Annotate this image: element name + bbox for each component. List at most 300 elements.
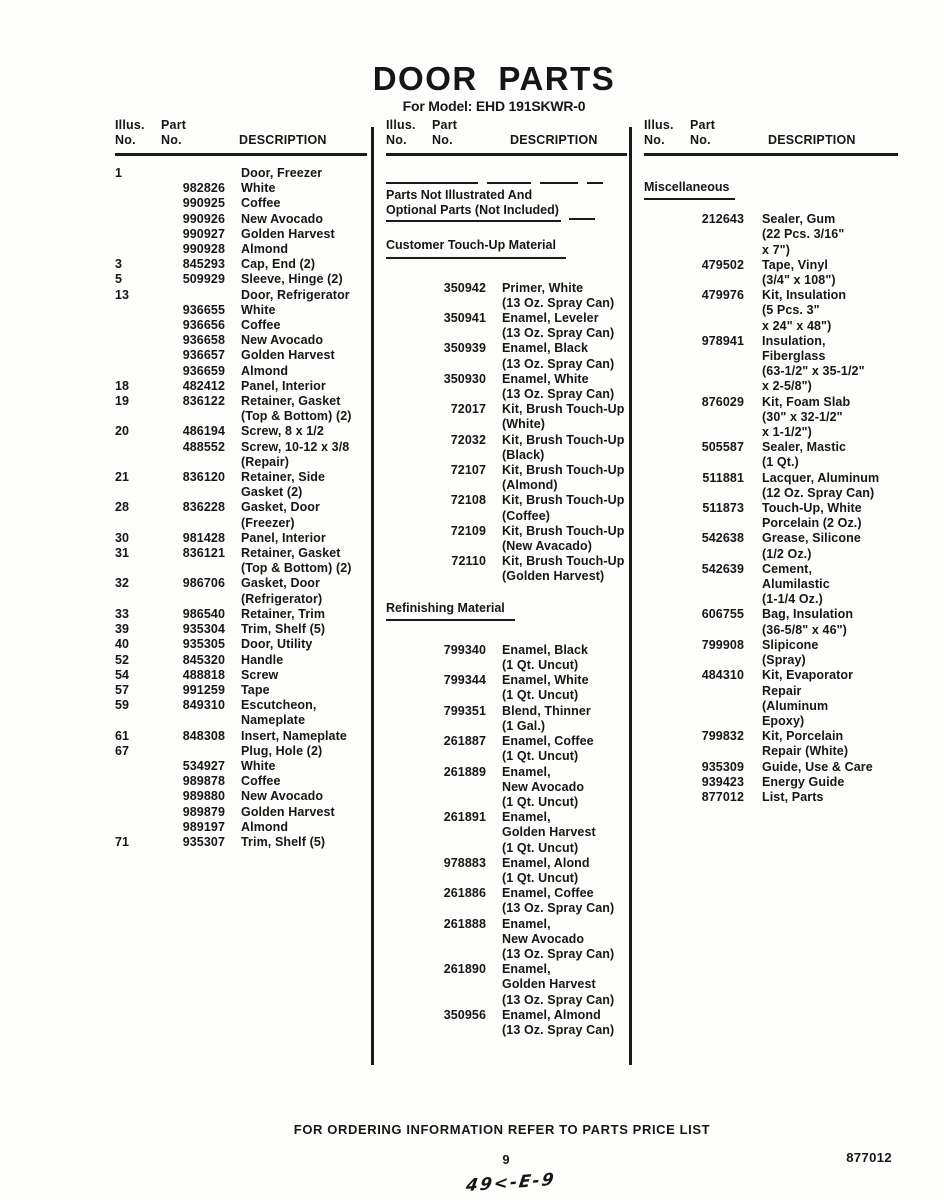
part-no-cell: 936656 bbox=[182, 318, 225, 333]
description-cell: Enamel, New Avocado (1 Qt. Uncut) bbox=[502, 764, 585, 809]
parts-row bbox=[115, 759, 367, 774]
parts-row bbox=[115, 257, 367, 272]
part-no-cell: 72109 bbox=[450, 523, 486, 538]
part-no-cell: 350956 bbox=[443, 1007, 486, 1022]
part-no-cell: 978883 bbox=[443, 855, 486, 870]
part-no-cell: 505587 bbox=[701, 440, 744, 455]
description-cell: Blend, Thinner (1 Gal.) bbox=[502, 703, 591, 733]
description-cell: Enamel, White (1 Qt. Uncut) bbox=[502, 673, 589, 703]
table-header bbox=[115, 118, 367, 156]
description-cell: New Avocado bbox=[241, 211, 324, 226]
illus-no-cell: 21 bbox=[115, 470, 130, 485]
illus-no-cell: 40 bbox=[115, 637, 130, 652]
parts-row bbox=[115, 181, 367, 196]
part-no-cell: 845320 bbox=[182, 652, 225, 667]
description-cell: Guide, Use & Care bbox=[762, 759, 873, 774]
parts-row bbox=[115, 789, 367, 804]
description-cell: Almond bbox=[241, 242, 289, 257]
parts-row bbox=[115, 576, 367, 606]
parts-row bbox=[386, 810, 627, 856]
description-cell: Slipicone (Spray) bbox=[762, 637, 819, 668]
model-number: EHD 191SKWR-0 bbox=[475, 98, 586, 114]
description-cell: Enamel, Coffee (1 Qt. Uncut) bbox=[502, 734, 594, 764]
description-cell: Kit, Brush Touch-Up (White) bbox=[502, 402, 625, 432]
parts-row bbox=[115, 805, 367, 820]
parts-row bbox=[644, 471, 898, 501]
illus-no-cell: 13 bbox=[115, 287, 130, 302]
parts-row bbox=[115, 379, 367, 394]
description-cell: Panel, Interior bbox=[241, 378, 326, 393]
part-no-cell: 935304 bbox=[182, 622, 225, 637]
illus-no-cell: 1 bbox=[115, 166, 123, 180]
parts-row bbox=[644, 395, 898, 441]
part-no-cell: 350942 bbox=[443, 280, 486, 295]
part-no-cell: 836121 bbox=[182, 546, 225, 561]
description-cell: Retainer, Gasket (Top & Bottom) (2) bbox=[241, 546, 352, 576]
parts-row bbox=[115, 364, 367, 379]
illus-no-cell: 59 bbox=[115, 698, 130, 713]
part-no-cell bbox=[151, 744, 225, 759]
parts-row bbox=[386, 917, 627, 963]
part-no-cell: 261888 bbox=[443, 916, 486, 931]
parts-row bbox=[115, 820, 367, 835]
description-cell: Enamel, White (13 Oz. Spray Can) bbox=[502, 371, 615, 402]
header-no: No. bbox=[690, 133, 711, 147]
parts-row bbox=[386, 886, 627, 916]
part-no-cell: 799340 bbox=[443, 642, 486, 657]
section-heading-refinishing: Refinishing Material bbox=[386, 601, 627, 621]
parts-row bbox=[644, 607, 898, 637]
part-no-cell: 350941 bbox=[443, 311, 486, 326]
illus-no-cell: 19 bbox=[115, 394, 130, 409]
parts-row bbox=[115, 333, 367, 348]
description-cell: Enamel, Almond (13 Oz. Spray Can) bbox=[502, 1007, 615, 1037]
document-number: 877012 bbox=[846, 1150, 892, 1165]
part-no-cell: 986706 bbox=[182, 576, 225, 591]
part-no-cell: 845293 bbox=[182, 257, 225, 272]
illus-no-cell bbox=[115, 348, 151, 363]
header-no: No. bbox=[644, 133, 665, 147]
description-cell: Primer, White (13 Oz. Spray Can) bbox=[502, 280, 615, 310]
description-cell: Trim, Shelf (5) bbox=[241, 834, 326, 849]
part-no-cell: 799908 bbox=[701, 637, 744, 652]
description-cell: Kit, Brush Touch-Up (Black) bbox=[502, 432, 625, 462]
parts-row bbox=[644, 668, 898, 729]
part-no-cell: 981428 bbox=[182, 530, 225, 545]
parts-row bbox=[644, 562, 898, 608]
parts-row bbox=[115, 288, 367, 303]
description-cell: Screw, 8 x 1/2 bbox=[241, 424, 324, 439]
parts-row bbox=[115, 212, 367, 227]
description-cell: Kit, Foam Slab (30" x 32-1/2" x 1-1/2") bbox=[762, 394, 851, 440]
parts-column-left bbox=[115, 118, 367, 850]
part-no-cell: 936655 bbox=[182, 302, 225, 317]
header-illus: Illus. bbox=[386, 118, 416, 132]
part-no-cell: 936657 bbox=[182, 348, 225, 363]
description-cell: Kit, Brush Touch-Up (Coffee) bbox=[502, 493, 625, 523]
model-subtitle bbox=[373, 98, 616, 114]
illus-no-cell: 57 bbox=[115, 682, 130, 697]
illus-no-cell bbox=[115, 364, 151, 379]
parts-rows bbox=[386, 281, 627, 585]
parts-row bbox=[644, 638, 898, 668]
description-cell: Gasket, Door (Freezer) bbox=[241, 500, 321, 530]
description-cell: Sealer, Mastic (1 Qt.) bbox=[762, 440, 847, 470]
description-cell: Energy Guide bbox=[762, 774, 845, 789]
column-divider bbox=[371, 127, 374, 1065]
illus-no-cell bbox=[115, 759, 151, 774]
parts-row bbox=[386, 962, 627, 1008]
part-no-cell bbox=[151, 166, 225, 181]
part-no-cell: 482412 bbox=[182, 378, 225, 393]
part-no-cell: 488552 bbox=[182, 439, 225, 454]
description-cell: Panel, Interior bbox=[241, 530, 326, 545]
description-cell: Tape, Vinyl (3/4" x 108") bbox=[762, 257, 836, 288]
description-cell: New Avocado bbox=[241, 333, 324, 348]
part-no-cell: 479976 bbox=[701, 288, 744, 303]
parts-row bbox=[115, 698, 367, 728]
dashed-rule bbox=[386, 182, 627, 184]
illus-no-cell bbox=[115, 196, 151, 211]
part-no-cell: 261890 bbox=[443, 962, 486, 977]
parts-row bbox=[644, 440, 898, 470]
description-cell: White bbox=[241, 758, 276, 773]
parts-rows bbox=[386, 643, 627, 1038]
parts-row bbox=[386, 1008, 627, 1038]
part-no-cell: 989879 bbox=[182, 804, 225, 819]
parts-row bbox=[115, 440, 367, 470]
header-illus: Illus. bbox=[115, 118, 145, 132]
part-no-cell: 534927 bbox=[182, 758, 225, 773]
part-no-cell: 511873 bbox=[702, 501, 744, 516]
description-cell: Cement, Alumilastic (1-1/4 Oz.) bbox=[762, 561, 830, 607]
header-rule bbox=[644, 153, 898, 156]
illus-no-cell bbox=[115, 333, 151, 348]
parts-row bbox=[386, 765, 627, 811]
parts-row bbox=[115, 318, 367, 333]
parts-row bbox=[115, 653, 367, 668]
illus-no-cell bbox=[115, 181, 151, 196]
parts-row bbox=[115, 668, 367, 683]
parts-row bbox=[115, 835, 367, 850]
description-cell: Insulation, Fiberglass (63-1/2" x 35-1/2" x 2-5/8") bbox=[762, 333, 865, 394]
description-cell: Handle bbox=[241, 652, 284, 667]
parts-row bbox=[386, 856, 627, 886]
illus-no-cell: 31 bbox=[115, 546, 130, 561]
parts-row bbox=[115, 637, 367, 652]
parts-row bbox=[115, 227, 367, 242]
illus-no-cell bbox=[115, 820, 151, 835]
section-heading-touch-up: Customer Touch-Up Material bbox=[386, 238, 627, 258]
description-cell: List, Parts bbox=[762, 789, 824, 804]
parts-row bbox=[386, 554, 627, 584]
parts-row bbox=[115, 242, 367, 257]
part-no-cell: 350930 bbox=[443, 371, 486, 386]
parts-row bbox=[386, 402, 627, 432]
description-cell: Door, Refrigerator bbox=[241, 287, 350, 302]
illus-no-cell: 28 bbox=[115, 500, 130, 515]
description-cell: Kit, Evaporator Repair (Aluminum Epoxy) bbox=[762, 668, 854, 728]
parts-row bbox=[644, 531, 898, 561]
part-no-cell: 72032 bbox=[450, 432, 486, 447]
parts-row bbox=[644, 258, 898, 288]
description-cell: Trim, Shelf (5) bbox=[241, 622, 326, 637]
description-cell: Plug, Hole (2) bbox=[241, 743, 323, 758]
illus-no-cell: 61 bbox=[115, 728, 130, 743]
part-no-cell: 836228 bbox=[182, 500, 225, 515]
description-cell: Screw, 10-12 x 3/8 (Repair) bbox=[241, 439, 350, 469]
description-cell: Enamel, Leveler (13 Oz. Spray Can) bbox=[502, 311, 615, 341]
ordering-note: FOR ORDERING INFORMATION REFER TO PARTS PRICE LIST bbox=[293, 1122, 711, 1137]
part-no-cell: 990928 bbox=[182, 242, 225, 257]
illus-no-cell bbox=[115, 227, 151, 242]
part-no-cell: 542639 bbox=[701, 561, 744, 576]
description-cell: Enamel, Golden Harvest (13 Oz. Spray Can) bbox=[502, 962, 615, 1007]
part-no-cell: 876029 bbox=[701, 394, 744, 409]
description-cell: Kit, Porcelain Repair (White) bbox=[762, 729, 849, 759]
description-cell: Tape bbox=[241, 682, 270, 697]
description-cell: Sealer, Gum (22 Pcs. 3/16" x 7") bbox=[762, 212, 845, 257]
header-no: No. bbox=[432, 133, 453, 147]
parts-row bbox=[115, 303, 367, 318]
header-part: Part bbox=[690, 118, 716, 132]
parts-row bbox=[386, 734, 627, 764]
illus-no-cell: 39 bbox=[115, 622, 130, 637]
parts-row bbox=[115, 774, 367, 789]
parts-column-middle bbox=[386, 118, 627, 1038]
part-no-cell: 935309 bbox=[701, 759, 744, 774]
description-cell: Retainer, Gasket (Top & Bottom) (2) bbox=[241, 394, 352, 424]
part-no-cell: 990927 bbox=[182, 226, 225, 241]
parts-row bbox=[386, 433, 627, 463]
part-no-cell: 836122 bbox=[182, 394, 225, 409]
part-no-cell: 836120 bbox=[182, 470, 225, 485]
part-no-cell: 989878 bbox=[182, 774, 225, 789]
illus-no-cell: 54 bbox=[115, 667, 130, 682]
part-no-cell: 484310 bbox=[701, 668, 744, 683]
part-no-cell: 511881 bbox=[702, 470, 744, 485]
header-rule bbox=[386, 153, 627, 156]
part-no-cell: 936658 bbox=[182, 333, 225, 348]
part-no-cell: 799351 bbox=[443, 703, 486, 718]
description-cell: Insert, Nameplate bbox=[241, 728, 347, 743]
parts-row bbox=[386, 524, 627, 554]
illus-no-cell: 30 bbox=[115, 530, 130, 545]
parts-row bbox=[644, 212, 898, 258]
description-cell: Enamel, Black (13 Oz. Spray Can) bbox=[502, 341, 615, 371]
description-cell: Kit, Brush Touch-Up (Golden Harvest) bbox=[502, 554, 625, 584]
illus-no-cell bbox=[115, 303, 151, 318]
part-no-cell: 848308 bbox=[182, 728, 225, 743]
part-no-cell: 990925 bbox=[182, 196, 225, 211]
illus-no-cell: 52 bbox=[115, 652, 130, 667]
handwritten-mark: 49<-E-9 bbox=[464, 1169, 557, 1197]
section-heading-miscellaneous: Miscellaneous bbox=[644, 180, 898, 200]
description-cell: Gasket, Door (Refrigerator) bbox=[241, 576, 323, 606]
description-cell: New Avocado bbox=[241, 789, 324, 804]
page-title: DOOR PARTS bbox=[372, 60, 616, 97]
part-no-cell: 350939 bbox=[443, 341, 486, 356]
header-no: No. bbox=[386, 133, 407, 147]
parts-row bbox=[115, 622, 367, 637]
description-cell: White bbox=[241, 302, 276, 317]
parts-row bbox=[386, 311, 627, 341]
parts-column-right bbox=[644, 118, 898, 805]
illus-no-cell bbox=[115, 789, 151, 804]
part-no-cell: 991259 bbox=[182, 682, 225, 697]
parts-row bbox=[386, 704, 627, 734]
illus-no-cell: 71 bbox=[115, 834, 130, 849]
parts-row bbox=[386, 463, 627, 493]
illus-no-cell bbox=[115, 212, 151, 227]
part-no-cell: 849310 bbox=[182, 698, 225, 713]
page-number: 9 bbox=[502, 1152, 510, 1167]
parts-row bbox=[386, 493, 627, 523]
description-cell: Door, Freezer bbox=[241, 166, 323, 180]
title-block bbox=[373, 62, 616, 114]
parts-row bbox=[644, 334, 898, 395]
parts-row bbox=[386, 643, 627, 673]
parts-rows bbox=[644, 212, 898, 805]
part-no-cell: 261887 bbox=[443, 734, 486, 749]
parts-row bbox=[115, 394, 367, 424]
illus-no-cell: 18 bbox=[115, 378, 130, 393]
description-cell: Retainer, Trim bbox=[241, 606, 326, 621]
parts-row bbox=[115, 729, 367, 744]
description-cell: Escutcheon, Nameplate bbox=[241, 698, 317, 728]
description-cell: Enamel, Coffee (13 Oz. Spray Can) bbox=[502, 886, 615, 916]
parts-row bbox=[115, 683, 367, 698]
part-no-cell: 936659 bbox=[182, 363, 225, 378]
parts-rows bbox=[115, 166, 367, 850]
part-no-cell: 989197 bbox=[182, 819, 225, 834]
part-no-cell: 72110 bbox=[451, 554, 486, 569]
part-no-cell bbox=[151, 288, 225, 303]
header-part: Part bbox=[432, 118, 458, 132]
description-cell: Coffee bbox=[241, 318, 281, 333]
description-cell: Bag, Insulation (36-5/8" x 46") bbox=[762, 607, 854, 637]
not-illustrated-line2: Optional Parts (Not Included) bbox=[386, 203, 559, 218]
header-description: DESCRIPTION bbox=[510, 133, 598, 147]
part-no-cell: 261889 bbox=[443, 764, 486, 779]
part-no-cell: 488818 bbox=[182, 667, 225, 682]
part-no-cell: 877012 bbox=[701, 789, 744, 804]
header-description: DESCRIPTION bbox=[239, 133, 327, 147]
description-cell: Almond bbox=[241, 819, 289, 834]
description-cell: Door, Utility bbox=[241, 637, 313, 652]
description-cell: Touch-Up, White Porcelain (2 Oz.) bbox=[762, 501, 862, 531]
illus-no-cell: 20 bbox=[115, 424, 130, 439]
parts-row bbox=[644, 501, 898, 531]
illus-no-cell bbox=[115, 805, 151, 820]
header-no: No. bbox=[115, 133, 136, 147]
part-no-cell: 982826 bbox=[182, 181, 225, 196]
part-no-cell: 261891 bbox=[443, 810, 486, 825]
column-divider bbox=[629, 127, 632, 1065]
illus-no-cell: 32 bbox=[115, 576, 130, 591]
parts-row bbox=[386, 281, 627, 311]
description-cell: Enamel, Golden Harvest (1 Qt. Uncut) bbox=[502, 810, 596, 855]
part-no-cell: 606755 bbox=[701, 607, 744, 622]
dash-tail bbox=[569, 218, 595, 220]
part-no-cell: 990926 bbox=[182, 211, 225, 226]
header-illus: Illus. bbox=[644, 118, 674, 132]
description-cell: White bbox=[241, 181, 276, 196]
illus-no-cell bbox=[115, 242, 151, 257]
part-no-cell: 509929 bbox=[182, 272, 225, 287]
parts-row bbox=[644, 760, 898, 775]
parts-row bbox=[115, 196, 367, 211]
description-cell: Kit, Brush Touch-Up (New Avacado) bbox=[502, 523, 625, 554]
parts-row bbox=[115, 531, 367, 546]
parts-row bbox=[644, 775, 898, 790]
parts-row bbox=[115, 424, 367, 439]
header-rule bbox=[115, 153, 367, 156]
parts-row bbox=[115, 744, 367, 759]
part-no-cell: 935307 bbox=[182, 834, 225, 849]
description-cell: Lacquer, Aluminum (12 Oz. Spray Can) bbox=[762, 470, 880, 500]
header-no: No. bbox=[161, 133, 182, 147]
section-heading-not-illustrated bbox=[386, 188, 627, 222]
part-no-cell: 479502 bbox=[701, 257, 744, 272]
description-cell: Enamel, Black (1 Qt. Uncut) bbox=[502, 642, 589, 673]
parts-row bbox=[644, 288, 898, 334]
table-header bbox=[644, 118, 898, 156]
description-cell: Grease, Silicone (1/2 Oz.) bbox=[762, 531, 861, 561]
illus-no-cell: 33 bbox=[115, 606, 130, 621]
part-no-cell: 72107 bbox=[450, 463, 486, 478]
description-cell: Enamel, New Avocado (13 Oz. Spray Can) bbox=[502, 916, 615, 961]
illus-no-cell bbox=[115, 440, 151, 470]
description-cell: Almond bbox=[241, 363, 289, 378]
part-no-cell: 799832 bbox=[701, 729, 744, 744]
model-label: For Model: bbox=[402, 98, 473, 114]
parts-row bbox=[115, 470, 367, 500]
parts-row bbox=[386, 372, 627, 402]
part-no-cell: 939423 bbox=[701, 774, 744, 789]
parts-row bbox=[115, 272, 367, 287]
illus-no-cell bbox=[115, 774, 151, 789]
parts-row bbox=[115, 607, 367, 622]
parts-row bbox=[115, 546, 367, 576]
description-cell: Coffee bbox=[241, 774, 281, 789]
parts-row bbox=[644, 790, 898, 805]
part-no-cell: 935305 bbox=[182, 637, 225, 652]
part-no-cell: 261886 bbox=[443, 886, 486, 901]
illus-no-cell: 67 bbox=[115, 743, 130, 758]
part-no-cell: 72108 bbox=[450, 493, 486, 508]
not-illustrated-line1: Parts Not Illustrated And bbox=[386, 188, 533, 202]
header-part: Part bbox=[161, 118, 187, 132]
part-no-cell: 989880 bbox=[182, 789, 225, 804]
part-no-cell: 542638 bbox=[701, 531, 744, 546]
parts-row bbox=[115, 348, 367, 363]
description-cell: Enamel, Alond (1 Qt. Uncut) bbox=[502, 855, 590, 885]
header-description: DESCRIPTION bbox=[768, 133, 856, 147]
part-no-cell: 72017 bbox=[450, 402, 486, 417]
part-no-cell: 986540 bbox=[182, 606, 225, 621]
part-no-cell: 212643 bbox=[701, 212, 744, 227]
description-cell: Cap, End (2) bbox=[241, 257, 316, 272]
description-cell: Coffee bbox=[241, 196, 281, 211]
part-no-cell: 978941 bbox=[701, 333, 744, 348]
parts-row bbox=[115, 166, 367, 181]
illus-no-cell: 5 bbox=[115, 272, 123, 287]
description-cell: Screw bbox=[241, 667, 279, 682]
description-cell: Golden Harvest bbox=[241, 226, 335, 241]
description-cell: Golden Harvest bbox=[241, 348, 335, 363]
part-no-cell: 486194 bbox=[182, 424, 225, 439]
